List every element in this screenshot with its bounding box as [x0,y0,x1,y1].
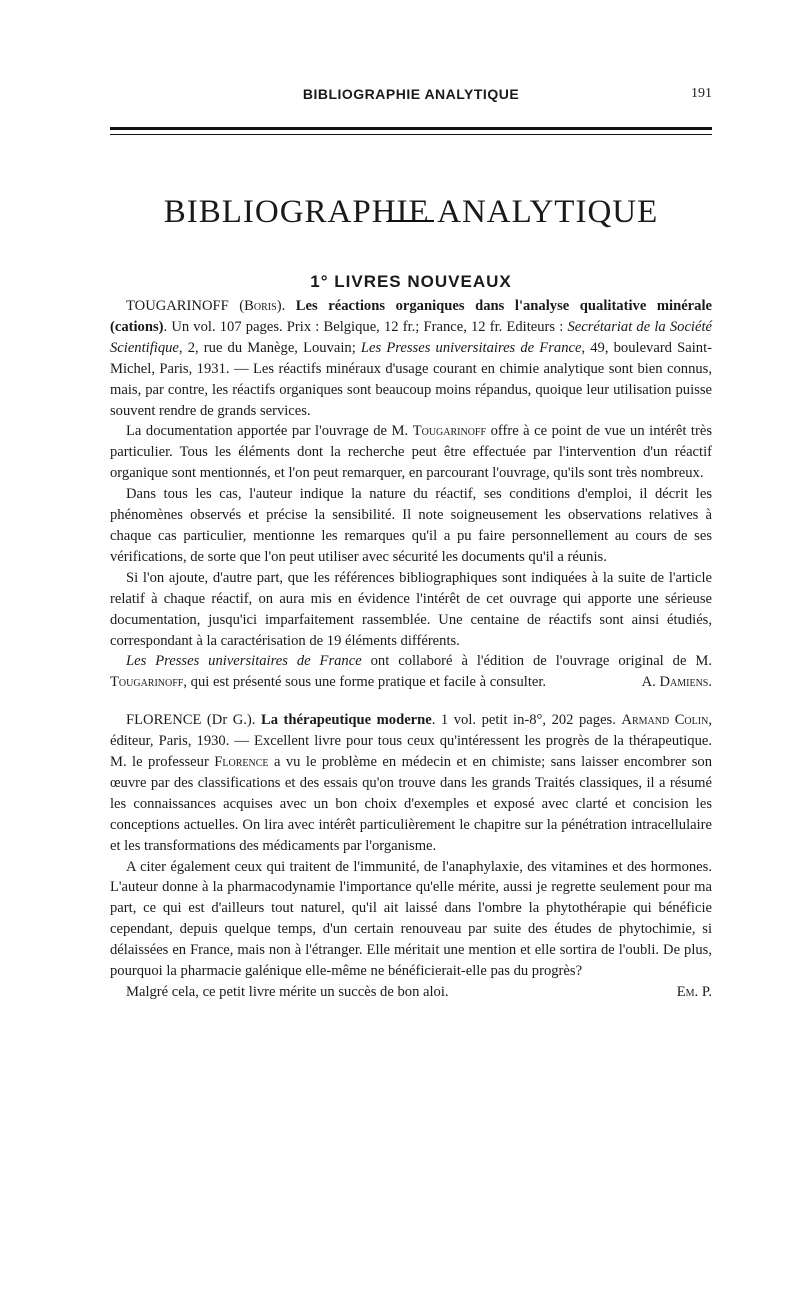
running-title: BIBLIOGRAPHIE ANALYTIQUE [302,86,520,102]
review-paragraph: A citer également ceux qui traitent de l'immunité, de l'anaphylaxie, des vitamines et des hormones. L'auteur donne à la pharmacodynamie l'importance qu'elle mérite, aussi je regrette seulement pour ma part, ce qui est d'ailleurs tout naturel, qu'il ait laissé dans l'ombre la phytothérapie qui bénéficie cependant, depuis quelque temps, d'un certain renouveau par suite des études de phytochimie, si délaissées en France, mais non à l'étranger. Elle méritait une mention et elle sortira de l'oubli. De plus, pourquoi la pharmacie galénique elle-même ne bénéficierait-elle pas du progrès? [110,858,712,980]
publisher-name: Armand Colin [621,712,709,729]
publication-info: , 49, boulevard Saint-Michel, Paris, 1931. — Les réactifs minéraux d'usage courant en chimie analytique sont bien connus, mais, par contre, les réactifs organiques sont beaucoup moins répandus, quoique leur utilisation puisse souvent rendre de grands services. [110,339,712,419]
review-tougarinoff [110,296,712,693]
book-title: La thérapeutique moderne [260,712,432,729]
author-mention: Tougarinoff [412,423,487,440]
publication-info: a vu le problème en médecin et en chimiste; sans laisser encombrer son œuvre par des classifications et des essais qu'on trouve dans les grands Traités classiques, il a résumé les connaissances acquises avec un bon choix d'exemples et exposé avec clarté et concision les conceptions actuelles. On lira avec intérêt particulièrement le chapitre sur la pénétration intracellulaire et les transformations des médicaments par l'organisme. [110,754,712,854]
review-paragraph: FLORENCE (Dr G.). La thérapeutique moderne. 1 vol. petit in-8°, 202 pages. Armand Colin, éditeur, Paris, 1930. — Excellent livre pour tous ceux qu'intéressent les progrès de la thérapeutique. M. le professeur Florence a vu le problème en médecin et en chimiste; sans laisser encombrer son œuvre par des classifications et des essais qu'on trouve dans les grands Traités classiques, il a résumé les connaissances acquises avec un bon choix d'exemples et exposé avec clarté et concision les conceptions actuelles. On lira avec intérêt particulièrement le chapitre sur la pénétration intracellulaire et les transformations des médicaments par l'organisme. [110,712,712,854]
header-rule-thin [110,134,712,135]
publication-info: . Un vol. 107 pages. Prix : Belgique, 12 fr.; France, 12 fr. Editeurs : [163,318,568,335]
book-title: Les réactions organiques dans l'analyse qualitative minérale (cations) [110,298,712,335]
review-paragraph [110,421,712,484]
text-run: ont collaboré à l'édition de l'ouvrage original de M. [361,653,712,670]
reviewer-signature: A. Damiens. [641,674,712,691]
publication-info: , éditeur, Paris, 1930. — Excellent livre pour tous ceux qu'intéressent les progrès de la thérapeutique. M. le professeur [110,712,712,771]
review-paragraph [110,651,712,693]
text-run: offre à ce point de vue un intérêt très particulier. Tous les éléments dont la recherche peut être effectuée par l'intervention d'un réactif organique sont mentionnés, et l'on peut remarquer, en parcourant l'ouvrage, qu'ils sont très nombreux. [110,423,712,482]
text-run: , qui est présenté sous une forme pratique et facile à consulter. [183,674,547,691]
running-head [110,86,712,110]
author-name: FLORENCE [126,712,202,729]
author-mention: Florence [214,754,269,771]
publisher-name: Les Presses universitaires de France [126,653,362,670]
author-first-name: Boris [244,298,277,314]
review-paragraph [110,982,712,1003]
author-mention: Tougarinoff [110,674,184,691]
section-heading: 1° LIVRES NOUVEAUX [310,272,512,292]
review-paragraph: Si l'on ajoute, d'autre part, que les références bibliographiques sont indiquées à la suite de l'article relatif à chaque réactif, on aura mis en évidence l'intérêt de cet ouvrage qui apporte une sérieuse documentation, jusqu'ici imparfaitement rassemblée. Une centaine de réactifs sont ainsi étudiés, correspondant à la caractérisation de 19 éléments différents. [110,569,712,649]
text-run: Malgré cela, ce petit livre mérite un succès de bon aloi. [126,984,449,1000]
page-number: 191 [691,86,712,101]
publisher-name: Les Presses universitaires de France [360,339,582,356]
review-paragraph: TOUGARINOFF (Boris). Les réactions organiques dans l'analyse qualitative minérale (cations). Un vol. 107 pages. Prix : Belgique, 12 fr.; France, 12 fr. Editeurs : Secrétariat de la Société Scientifique, 2, rue du Manège, Louvain; Les Presses universitaires de France, 49, boulevard Saint-Michel, Paris, 1931. — Les réactifs minéraux d'usage courant en chimie analytique sont bien connus, mais, par contre, les réactifs organiques sont beaucoup moins répandus, quoique leur utilisation puisse souvent rendre de grands services. [110,298,712,419]
author-name: TOUGARINOFF [126,298,229,314]
publication-info: , 2, rue du Manège, Louvain; [178,339,361,356]
review-paragraph: Dans tous les cas, l'auteur indique la nature du réactif, ses conditions d'emploi, il décrit les phénomènes observés et précise la sensibilité. Il note soigneusement les observations relatives à chaque cas particulier, mentionne les remarques qu'il a pu faire personnellement au cours de ses vérifications, de sorte que l'on peut utiliser avec sécurité les documents qu'il a réunis. [110,486,712,565]
text-run: La documentation apportée par l'ouvrage de M. [126,423,413,440]
header-rule-thick [110,127,712,130]
author-first-name: Dr G. [211,712,247,729]
publication-info: . 1 vol. petit in-8°, 202 pages. [431,712,622,729]
title-divider [388,220,434,222]
reviewer-signature: Em. P. [676,984,712,1000]
review-body [110,296,712,1003]
publisher-name: Secrétariat de la Société Scientifique [110,318,712,356]
page-title: BIBLIOGRAPHIE ANALYTIQUE [163,194,659,231]
review-florence [110,710,712,1003]
